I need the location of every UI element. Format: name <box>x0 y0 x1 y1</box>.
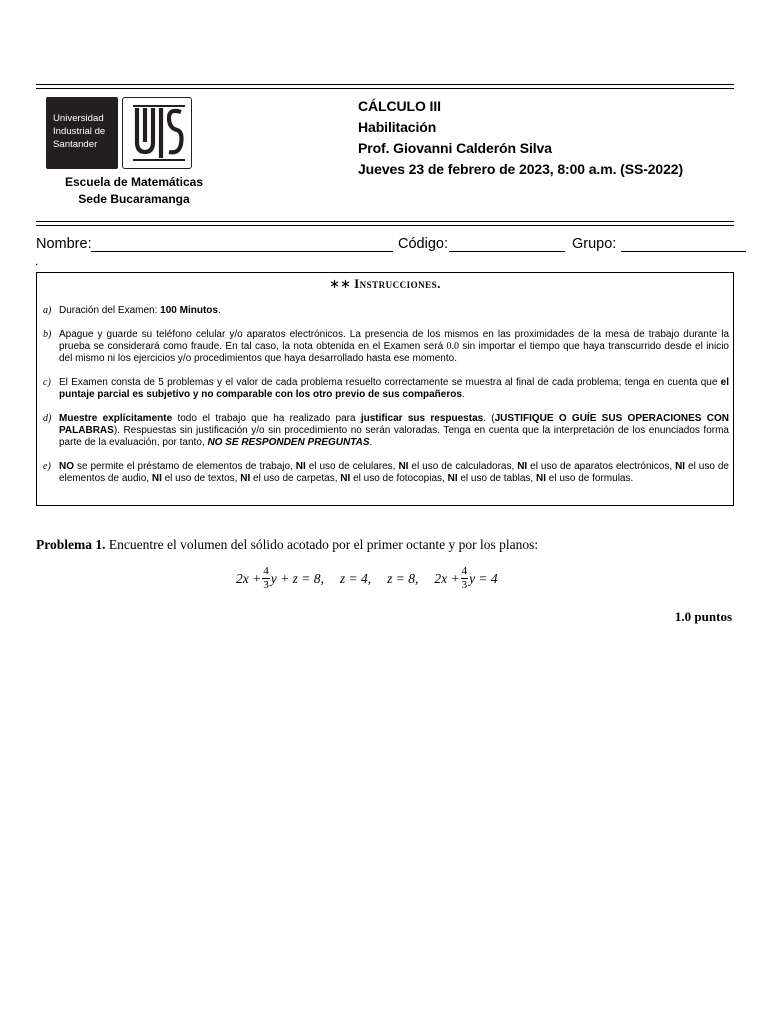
professor: Prof. Giovanni Calderón Silva <box>358 140 552 156</box>
problem-text: Encuentre el volumen del sólido acotado por el primer octante y por los planos: <box>108 537 539 552</box>
group-field[interactable] <box>621 251 746 252</box>
instruction-text: NO se permite el préstamo de elementos de trabajo, NI el uso de celulares, NI el uso de calculadoras, NI el uso de aparatos electrónicos, NI el uso de elementos de audio, NI el uso de textos, NI el uso de carpetas, NI el uso de fotocopias, NI el uso de tablas, NI el uso de formulas. <box>59 461 729 484</box>
problem-label: Problema 1. <box>36 537 106 552</box>
code-field[interactable] <box>449 251 565 252</box>
top-rule-2 <box>36 88 734 89</box>
eq-term-6: y = 4 <box>469 570 498 586</box>
eq-term-1: 2x + <box>236 570 262 586</box>
instruction-text: El Examen consta de 5 problemas y el valor de cada problema resuelto correctamente se muestra al final de cada problema; tenga en cuenta que el puntaje parcial es subjetivo y no comparable con los otro previo de sus compañeros. <box>59 377 729 400</box>
exam-date: Jueves 23 de febrero de 2023, 8:00 a.m. (SS-2022) <box>358 161 684 177</box>
uis-emblem-icon <box>122 97 192 169</box>
instruction-label: d) <box>43 413 52 424</box>
instruction-text: Duración del Examen: 100 Minutos. <box>59 305 221 316</box>
university-logo <box>46 97 192 170</box>
campus-name: Sede Bucaramanga <box>78 192 190 206</box>
course-title: CÁLCULO III <box>358 98 441 114</box>
instructions-box <box>36 272 734 506</box>
instruction-text: Apague y guarde su teléfono celular y/o aparatos electrónicos. La presencia de los mismos en las proximidades de la mesa de trabajo durante la prueba se considerará como fraude. En tal caso, la nota obtenida en el Examen será 0.0 sin importar el tiempo que haya transcurrido desde el inicio del mismo ni los ejercicios y/o procedimientos que haya desarrollado hasta ese momento. <box>59 329 729 364</box>
logo-line-1: Universidad <box>53 113 104 124</box>
problem-statement <box>36 537 538 553</box>
top-rule-1 <box>36 84 734 85</box>
instructions-prefix: ∗∗ <box>329 276 351 291</box>
eq-term-5: 2x + <box>434 570 460 586</box>
mid-rule-2 <box>36 225 734 226</box>
instruction-label: a) <box>43 305 52 316</box>
problem-points: 1.0 puntos <box>674 609 732 624</box>
eq-term-2: y + z = 8, <box>270 570 324 586</box>
eq-fraction-2: $\frac{4}{3}$ <box>461 565 468 591</box>
name-field[interactable] <box>91 251 393 252</box>
logo-wordmark <box>46 97 118 169</box>
problem-equation <box>236 566 498 591</box>
exam-type: Habilitación <box>358 119 437 135</box>
school-name: Escuela de Matemáticas <box>64 175 204 189</box>
instructions-heading: Instrucciones. <box>354 276 441 291</box>
logo-line-3: Santander <box>53 139 98 150</box>
mid-rule-1 <box>36 221 734 222</box>
group-label: Grupo: <box>572 236 617 252</box>
instruction-label: e) <box>43 461 51 472</box>
stray-mark: . <box>35 254 39 268</box>
instruction-text: Muestre explícitamente todo el trabajo que ha realizado para justificar sus respuestas. (JUSTIFIQUE O GUÍE SUS OPERACIONES CON PALABRAS). Respuestas sin justificación y/o sin procedimiento no serán valoradas. Tenga en cuenta que la interpretación de los enunciados forma parte de la evaluación, por tanto, NO SE RESPONDEN PREGUNTAS. <box>59 413 729 448</box>
eq-fraction-1: $\frac{4}{3}$ <box>263 565 269 591</box>
instruction-label: b) <box>43 329 52 340</box>
instruction-label: c) <box>43 377 51 388</box>
name-label: Nombre: <box>36 236 92 252</box>
instructions-title <box>37 276 733 292</box>
logo-line-2: Industrial de <box>53 126 106 137</box>
code-label: Código: <box>398 236 448 252</box>
eq-term-4: z = 8, <box>387 570 419 586</box>
eq-term-3: z = 4, <box>339 570 372 586</box>
